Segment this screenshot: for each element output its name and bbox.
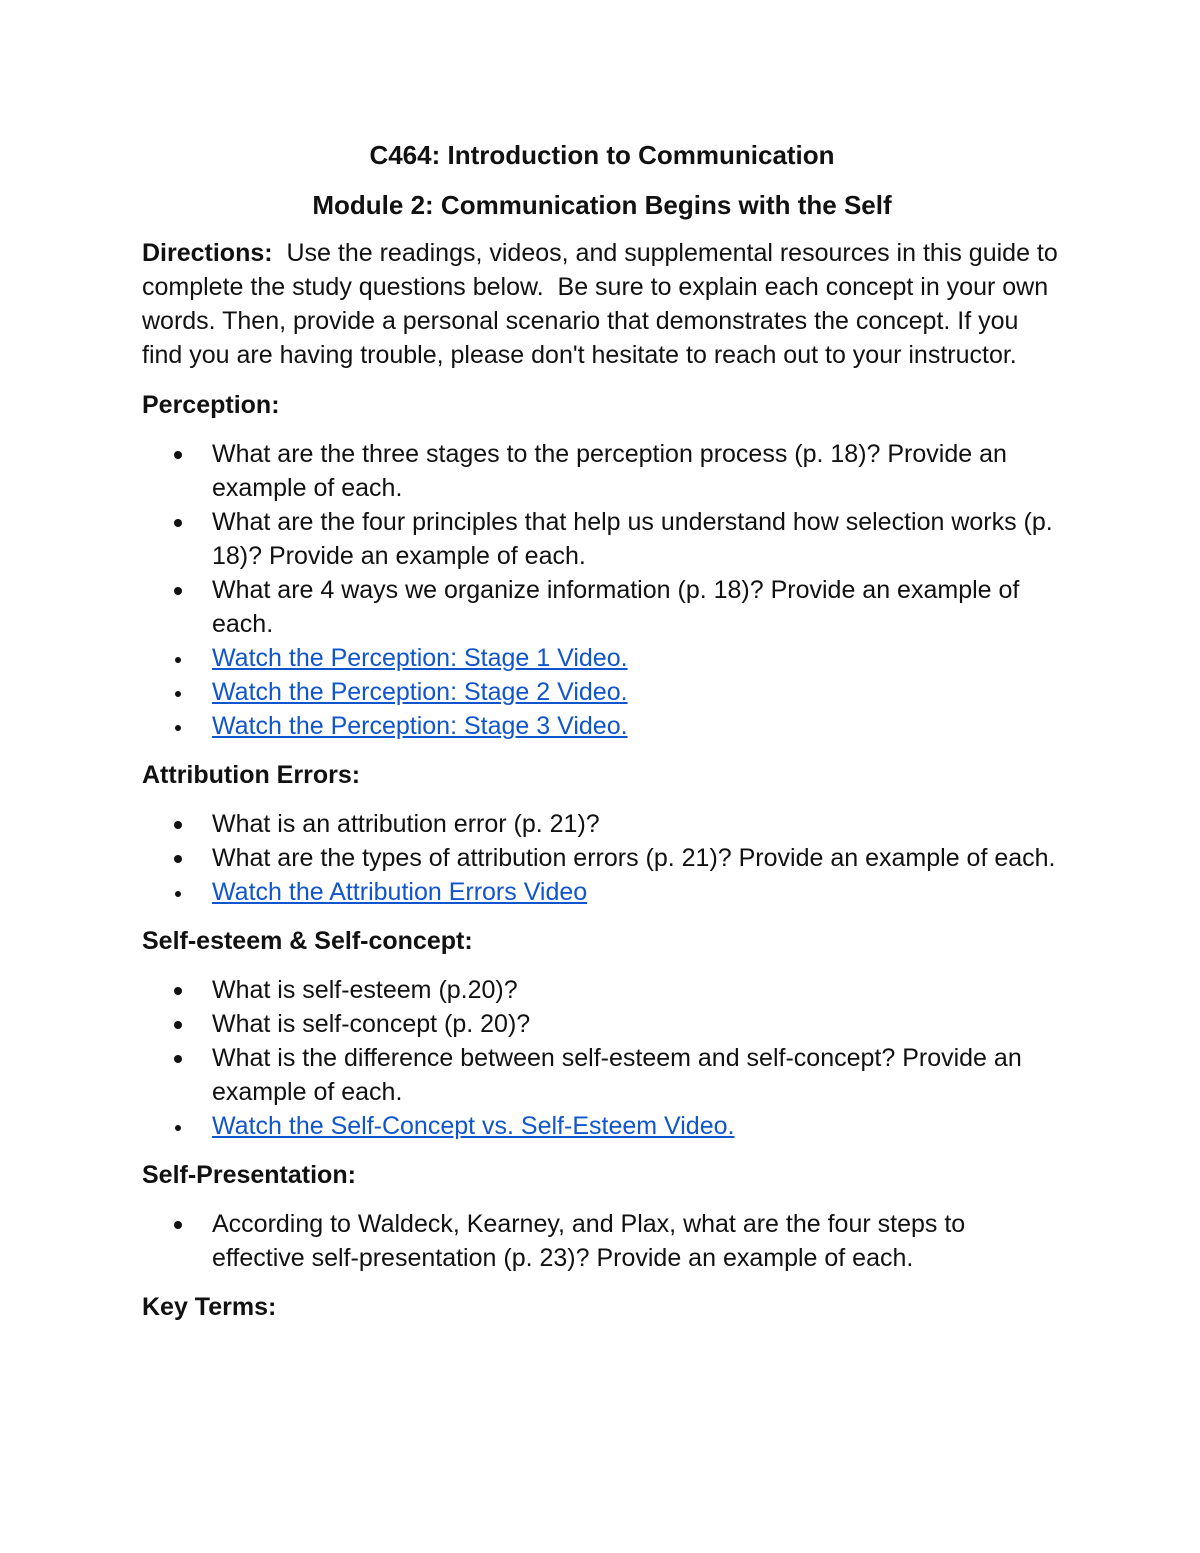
- list-item: [142, 641, 1062, 675]
- document-subtitle: Module 2: Communication Begins with the Self: [312, 190, 892, 220]
- question-text: What are the types of attribution errors (p. 21)? Provide an example of each.: [212, 844, 1056, 872]
- list-item: [142, 1041, 1062, 1109]
- directions-paragraph: [142, 236, 1065, 372]
- list-item: [142, 505, 1062, 573]
- perception-stage-1-video-link[interactable]: Watch the Perception: Stage 1 Video.: [212, 644, 628, 672]
- attribution-errors-video-link[interactable]: Watch the Attribution Errors Video: [212, 878, 588, 906]
- list-item: [142, 573, 1062, 641]
- section-heading-perception: Perception:: [142, 391, 280, 419]
- list-item: [142, 1109, 1062, 1143]
- bullet-icon: [174, 821, 182, 829]
- list-item: [142, 841, 1062, 875]
- bullet-icon: [175, 691, 181, 697]
- question-text: What is self-concept (p. 20)?: [212, 1010, 531, 1038]
- bullet-icon: [174, 1055, 182, 1063]
- directions-text: Use the readings, videos, and supplemental resources in this guide to complete the study questions below. Be sure to explain each concept in your own words. Then, provide a personal scenario that demonstrates the concept. If you find you are having trouble, please don't hesitate to reach out to your instructor.: [142, 239, 1065, 369]
- self-presentation-list: [142, 1207, 1062, 1275]
- self-esteem-list: [142, 973, 1062, 1143]
- perception-list: [142, 437, 1062, 743]
- question-text: What is self-esteem (p.20)?: [212, 976, 518, 1004]
- question-text: What are 4 ways we organize information (p. 18)? Provide an example of each.: [212, 576, 1020, 638]
- document-title: C464: Introduction to Communication: [369, 140, 835, 170]
- bullet-icon: [174, 451, 182, 459]
- bullet-icon: [174, 987, 182, 995]
- directions-label: Directions:: [142, 239, 273, 267]
- perception-stage-2-video-link[interactable]: Watch the Perception: Stage 2 Video.: [212, 678, 628, 706]
- list-item: [142, 709, 1062, 743]
- list-item: [142, 973, 1062, 1007]
- bullet-icon: [174, 1021, 182, 1029]
- list-item: [142, 875, 1062, 909]
- perception-stage-3-video-link[interactable]: Watch the Perception: Stage 3 Video.: [212, 712, 628, 740]
- question-text: What is the difference between self-esteem and self-concept? Provide an example of each.: [212, 1044, 1022, 1106]
- bullet-icon: [174, 587, 182, 595]
- bullet-icon: [175, 657, 181, 663]
- list-item: [142, 1207, 1062, 1275]
- list-item: [142, 1007, 1062, 1041]
- question-text: What are the three stages to the perception process (p. 18)? Provide an example of each.: [212, 440, 1007, 502]
- question-text: What is an attribution error (p. 21)?: [212, 810, 600, 838]
- bullet-icon: [174, 1221, 182, 1229]
- question-text: According to Waldeck, Kearney, and Plax, what are the four steps to effective self-presentation (p. 23)? Provide an example of each.: [212, 1210, 966, 1272]
- list-item: [142, 807, 1062, 841]
- section-heading-self-presentation: Self-Presentation:: [142, 1161, 356, 1189]
- section-heading-attribution-errors: Attribution Errors:: [142, 761, 361, 789]
- section-heading-key-terms: Key Terms:: [142, 1293, 277, 1321]
- document-page: [142, 138, 1065, 1339]
- list-item: [142, 437, 1062, 505]
- bullet-icon: [175, 891, 181, 897]
- section-heading-self-esteem: Self-esteem & Self-concept:: [142, 927, 473, 955]
- bullet-icon: [175, 1125, 181, 1131]
- question-text: What are the four principles that help us understand how selection works (p. 18)? Provide an example of each.: [212, 508, 1053, 570]
- attribution-errors-list: [142, 807, 1062, 909]
- bullet-icon: [175, 725, 181, 731]
- list-item: [142, 675, 1062, 709]
- bullet-icon: [174, 855, 182, 863]
- bullet-icon: [174, 519, 182, 527]
- self-concept-vs-self-esteem-video-link[interactable]: Watch the Self-Concept vs. Self-Esteem Video.: [212, 1112, 735, 1140]
